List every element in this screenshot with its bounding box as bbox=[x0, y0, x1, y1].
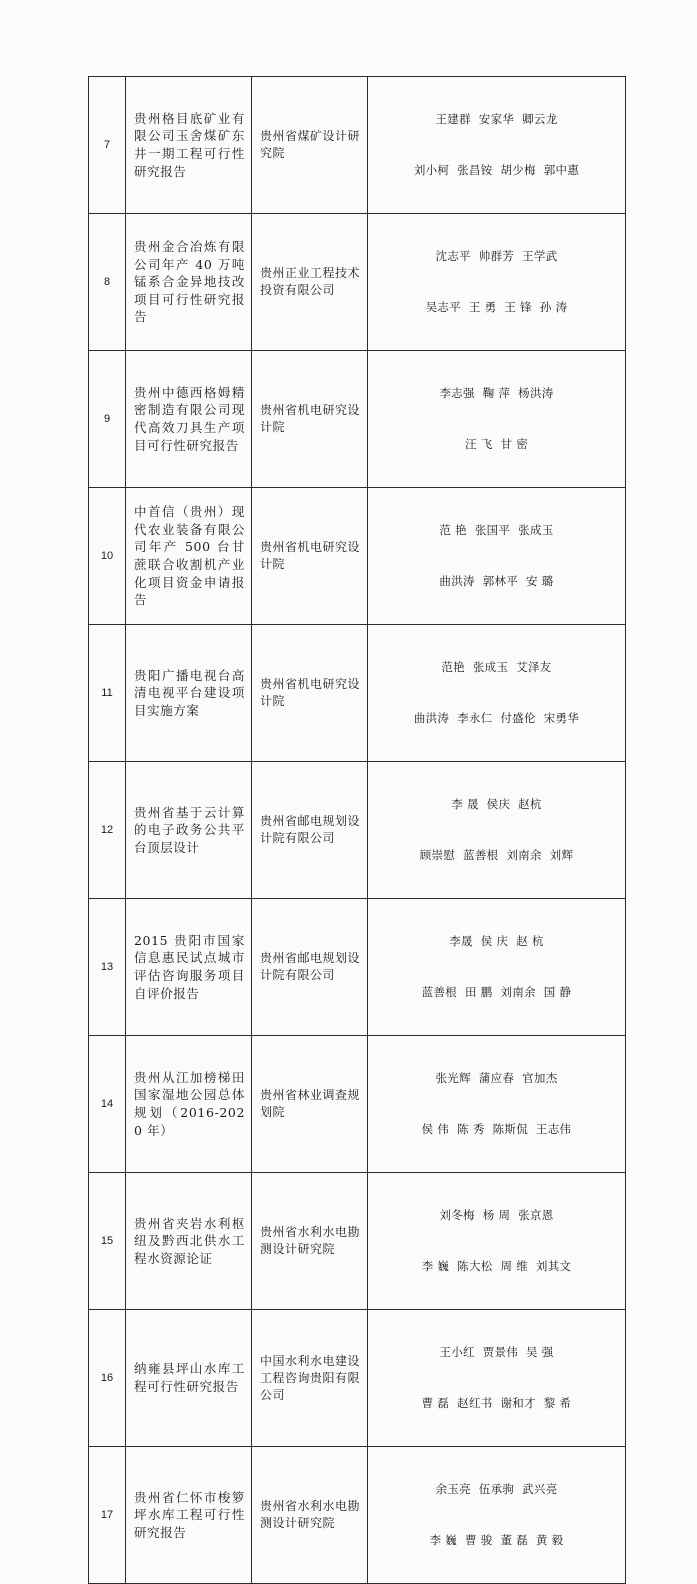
personnel-list bbox=[368, 1447, 626, 1584]
row-number: 9 bbox=[89, 351, 126, 488]
project-name: 贵州省基于云计算的电子政务公共平台顶层设计 bbox=[126, 762, 252, 899]
award-table bbox=[88, 76, 626, 1584]
personnel-line: 余玉亮 伍承驹 武兴亮 bbox=[435, 1482, 558, 1496]
table-row bbox=[89, 351, 626, 488]
personnel-list bbox=[368, 214, 626, 351]
row-number: 17 bbox=[89, 1447, 126, 1584]
personnel-line: 范 艳 张国平 张成玉 bbox=[439, 523, 554, 537]
personnel-list bbox=[368, 1310, 626, 1447]
personnel-list bbox=[368, 762, 626, 899]
design-unit: 贵州省水利水电勘测设计研究院 bbox=[252, 1447, 368, 1584]
project-name: 贵州中德西格姆精密制造有限公司现代高效刀具生产项目可行性研究报告 bbox=[126, 351, 252, 488]
table-row bbox=[89, 762, 626, 899]
personnel-line: 沈志平 帅群芳 王学武 bbox=[435, 249, 558, 263]
row-number: 11 bbox=[89, 625, 126, 762]
personnel-line: 李志强 鞠 萍 杨洪涛 bbox=[439, 386, 554, 400]
personnel-line: 侯 伟 陈 秀 陈斯侃 王志伟 bbox=[421, 1122, 572, 1136]
personnel-line: 蓝善根 田 鹏 刘南余 国 静 bbox=[421, 985, 572, 999]
design-unit: 贵州省林业调查规划院 bbox=[252, 1036, 368, 1173]
personnel-line: 李 巍 陈大松 周 维 刘其文 bbox=[421, 1259, 572, 1273]
project-name: 贵阳广播电视台高清电视平台建设项目实施方案 bbox=[126, 625, 252, 762]
personnel-list bbox=[368, 899, 626, 1036]
project-name: 贵州格目底矿业有限公司玉舍煤矿东井一期工程可行性研究报告 bbox=[126, 77, 252, 214]
row-number: 8 bbox=[89, 214, 126, 351]
personnel-line: 曲洪涛 郭林平 安 璐 bbox=[439, 574, 554, 588]
personnel-line: 汪 飞 甘 密 bbox=[464, 437, 529, 451]
design-unit: 贵州省机电研究设计院 bbox=[252, 488, 368, 625]
project-name: 贵州从江加榜梯田国家湿地公园总体规划（2016-2020 年） bbox=[126, 1036, 252, 1173]
row-number: 13 bbox=[89, 899, 126, 1036]
personnel-line: 李晟 侯 庆 赵 杭 bbox=[449, 934, 544, 948]
personnel-line: 刘小柯 张昌铵 胡少梅 郭中惠 bbox=[413, 163, 580, 177]
row-number: 15 bbox=[89, 1173, 126, 1310]
personnel-list bbox=[368, 1036, 626, 1173]
personnel-line: 张光辉 蒲应春 官加杰 bbox=[435, 1071, 558, 1085]
personnel-line: 李 晟 侯庆 赵杭 bbox=[451, 797, 542, 811]
design-unit: 贵州省邮电规划设计院有限公司 bbox=[252, 762, 368, 899]
row-number: 14 bbox=[89, 1036, 126, 1173]
design-unit: 贵州省水利水电勘测设计研究院 bbox=[252, 1173, 368, 1310]
project-name: 贵州省夹岩水利枢纽及黔西北供水工程水资源论证 bbox=[126, 1173, 252, 1310]
personnel-line: 李 巍 曹 骏 董 磊 黄 毅 bbox=[429, 1533, 564, 1547]
project-name: 中首信（贵州）现代农业装备有限公司年产 500 台甘蔗联合收割机产业化项目资金申请报告 bbox=[126, 488, 252, 625]
table-row bbox=[89, 77, 626, 214]
personnel-line: 曹 磊 赵红书 谢和才 黎 希 bbox=[421, 1396, 572, 1410]
design-unit: 贵州省机电研究设计院 bbox=[252, 351, 368, 488]
personnel-line: 刘冬梅 杨 周 张京恩 bbox=[439, 1208, 554, 1222]
table-row bbox=[89, 1173, 626, 1310]
design-unit: 贵州正业工程技术投资有限公司 bbox=[252, 214, 368, 351]
personnel-list bbox=[368, 77, 626, 214]
project-name: 2015 贵阳市国家信息惠民试点城市评估咨询服务项目自评价报告 bbox=[126, 899, 252, 1036]
table-row bbox=[89, 625, 626, 762]
project-name: 纳雍县坪山水库工程可行性研究报告 bbox=[126, 1310, 252, 1447]
table-row bbox=[89, 1310, 626, 1447]
design-unit: 贵州省机电研究设计院 bbox=[252, 625, 368, 762]
table-row bbox=[89, 488, 626, 625]
project-name: 贵州省仁怀市梭箩坪水库工程可行性研究报告 bbox=[126, 1447, 252, 1584]
row-number: 12 bbox=[89, 762, 126, 899]
design-unit: 贵州省煤矿设计研究院 bbox=[252, 77, 368, 214]
personnel-list bbox=[368, 488, 626, 625]
table-row bbox=[89, 899, 626, 1036]
personnel-line: 王建群 安家华 卿云龙 bbox=[435, 112, 558, 126]
personnel-line: 顾崇慰 蓝善根 刘南余 刘辉 bbox=[419, 848, 574, 862]
personnel-list bbox=[368, 351, 626, 488]
row-number: 16 bbox=[89, 1310, 126, 1447]
row-number: 10 bbox=[89, 488, 126, 625]
design-unit: 中国水利水电建设工程咨询贵阳有限公司 bbox=[252, 1310, 368, 1447]
project-name: 贵州金合冶炼有限公司年产 40 万吨锰系合金异地技改项目可行性研究报告 bbox=[126, 214, 252, 351]
table-row bbox=[89, 1036, 626, 1173]
design-unit: 贵州省邮电规划设计院有限公司 bbox=[252, 899, 368, 1036]
row-number: 7 bbox=[89, 77, 126, 214]
personnel-line: 曲洪涛 李永仁 付盛伦 宋勇华 bbox=[413, 711, 580, 725]
table-row bbox=[89, 1447, 626, 1584]
personnel-line: 吴志平 王 勇 王 锋 孙 涛 bbox=[425, 300, 568, 314]
personnel-line: 范艳 张成玉 艾泽友 bbox=[441, 660, 552, 674]
personnel-list bbox=[368, 625, 626, 762]
personnel-line: 王小红 贾景伟 吴 强 bbox=[439, 1345, 554, 1359]
personnel-list bbox=[368, 1173, 626, 1310]
table-row bbox=[89, 214, 626, 351]
